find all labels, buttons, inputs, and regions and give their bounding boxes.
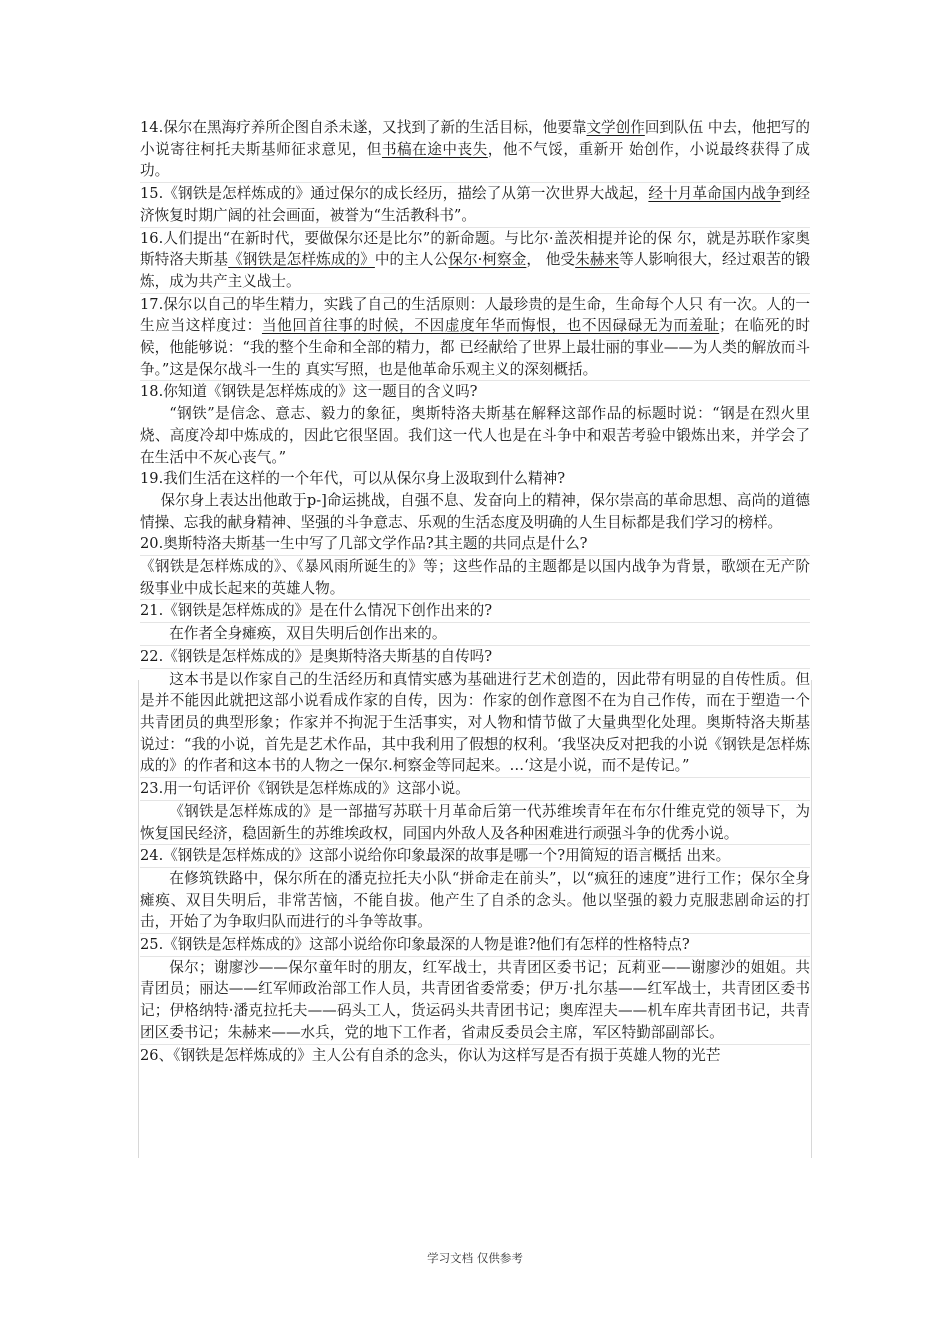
question-22: 22.《钢铁是怎样炼成的》是奥斯特洛夫斯基的自传吗? bbox=[140, 646, 810, 669]
question-21: 21.《钢铁是怎样炼成的》是在什么情况下创作出来的? bbox=[140, 600, 810, 623]
item-15: 15.《钢铁是怎样炼成的》通过保尔的成长经历，描绘了从第一次世界大战起，经十月革命国内战争到经济恢复时期广阔的社会画面，被誉为“生活教科书”。 bbox=[140, 183, 810, 227]
answer-21: 在作者全身瘫痪，双目失明后创作出来的。 bbox=[140, 623, 810, 646]
question-19: 19.我们生活在这样的一个年代，可以从保尔身上汲取到什么精神? bbox=[140, 470, 566, 488]
question-20: 20.奥斯特洛夫斯基一生中写了几部文学作品?其主题的共同点是什么? bbox=[140, 533, 810, 556]
answer-20: 《钢铁是怎样炼成的》、《暴风雨所诞生的》等；这些作品的主题都是以国内战争为背景，歌颂在无产阶级事业中成长起来的英雄人物。 bbox=[140, 556, 810, 600]
answer-18: “钢铁”是信念、意志、毅力的象征，奥斯特洛夫斯基在解释这部作品的标题时说：“钢是在烈火里烧、高度冷却中炼成的，因此它很坚固。我们这一代人也是在斗争中和艰苦考验中锻炼出来，并学会了在生活中不灰心丧气。” bbox=[140, 405, 810, 466]
question-25: 25.《钢铁是怎样炼成的》这部小说给你印象最深的人物是谁?他们有怎样的性格特点? bbox=[140, 934, 810, 957]
answer-24: 在修筑铁路中，保尔所在的潘克拉托夫小队“拼命走在前头”，以“疯狂的速度”进行工作；保尔全身瘫痪、双目失明后，非常苦恼，不能自拔。他产生了自杀的念头。他以坚强的毅力克服悲剧命运的打击，开始了为争取归队而进行的斗争等故事。 bbox=[140, 868, 810, 934]
page-footer: 学习文档 仅供参考 bbox=[427, 1251, 523, 1265]
answer-19: 保尔身上表达出他敢于p-]命运挑战，自强不息、发奋向上的精神，保尔崇高的革命思想、高尚的道德情操、忘我的献身精神、坚强的斗争意志、乐观的生活态度及明确的人生目标都是我们学习的榜样。 bbox=[140, 491, 810, 531]
item-14: 14.保尔在黑海疗养所企图自杀未遂，又找到了新的生活目标，他要靠文学创作回到队伍 中去，他把写的小说寄往柯托夫斯基师征求意见，但书稿在途中丧失，他不气馁，重新开 始创作，小说最终获得了成功。 bbox=[140, 117, 810, 183]
underlined-answer: 保尔·柯察金 bbox=[448, 251, 527, 269]
answer-25: 保尔；谢廖沙——保尔童年时的朋友，红军战士，共青团区委书记；瓦莉亚——谢廖沙的姐姐。共青团员；丽达——红军师政治部工作人员，共青团省委常委；伊万·扎尔基——红军战士，共青团区委书记；伊格纳特·潘克拉托夫——码头工人，货运码头共青团书记；奥库涅夫——机车库共青团书记，共青团区委书记；朱赫来——水兵，党的地下工作者，省肃反委员会主席，军区特勤部副部长。 bbox=[140, 957, 810, 1045]
underlined-answer: 朱赫来 bbox=[575, 251, 620, 269]
underlined-answer: 当他回首往事的时候，不因虚度年华而悔恨，也不因碌碌无为而羞耻 bbox=[261, 317, 720, 335]
answer-22: 这本书是以作家自己的生活经历和真情实感为基础进行艺术创造的，因此带有明显的自传性质。但是并不能因此就把这部小说看成作家的自传，因为：作家的创作意图不在为自己作传，而在于塑造一个共青团员的典型形象；作家并不拘泥于生活事实，对人物和情节做了大量典型化处理。奥斯特洛夫斯基说过：“我的小说，首先是艺术作品，其中我利用了假想的权利。‘我坚决反对把我的小说《钢铁是怎样炼成的》的作者和这本书的人物之一保尔.柯察金等同起来。…‘这是小说，而不是传记。” bbox=[140, 669, 810, 779]
underlined-answer: 《钢铁是怎样炼成的》 bbox=[228, 251, 375, 269]
item-16: 16.人们提出“在新时代，要做保尔还是比尔”的新命题。与比尔·盖茨相提并论的保 尔，就是苏联作家奥斯特洛夫斯基《钢铁是怎样炼成的》中的主人公保尔·柯察金， 他受朱赫来等人影响很大，经过艰苦的锻炼，成为共产主义战士。 bbox=[140, 228, 810, 294]
underlined-answer: 经十月革命国内战争 bbox=[648, 185, 781, 203]
question-18: 18.你知道《钢铁是怎样炼成的》这一题目的含义吗? bbox=[140, 383, 478, 401]
question-24: 24.《钢铁是怎样炼成的》这部小说给你印象最深的故事是哪一个?用简短的语言概括 出来。 bbox=[140, 845, 810, 868]
document-body bbox=[140, 117, 810, 1066]
answer-23: 《钢铁是怎样炼成的》是一部描写苏联十月革命后第一代苏维埃青年在布尔什维克党的领导下，为恢复国民经济，稳固新生的苏维埃政权，同国内外敌人及各种困难进行顽强斗争的优秀小说。 bbox=[140, 801, 810, 845]
underlined-answer: 文学创作 bbox=[586, 119, 645, 136]
question-23: 23.用一句话评价《钢铁是怎样炼成的》这部小说。 bbox=[140, 778, 810, 801]
item-17: 17.保尔以自己的毕生精力，实践了自己的生活原则：人最珍贵的是生命，生命每个人只 有一次。人的一生应当这样度过：当他回首往事的时候，不因虚度年华而悔恨，也不因碌碌无为而羞耻；在临死的时候，他能够说：“我的整个生命和全部的精力，都 已经献给了世界上最壮丽的事业——为人类的解放而斗争。”这是保尔战斗一生的 真实写照，也是他革命乐观主义的深刻概括。 bbox=[140, 294, 810, 382]
underlined-answer: 书稿在途中丧失 bbox=[381, 140, 488, 158]
question-26: 26、《钢铁是怎样炼成的》主人公有自杀的念头，你认为这样写是否有损于英雄人物的光芒 bbox=[140, 1046, 721, 1064]
